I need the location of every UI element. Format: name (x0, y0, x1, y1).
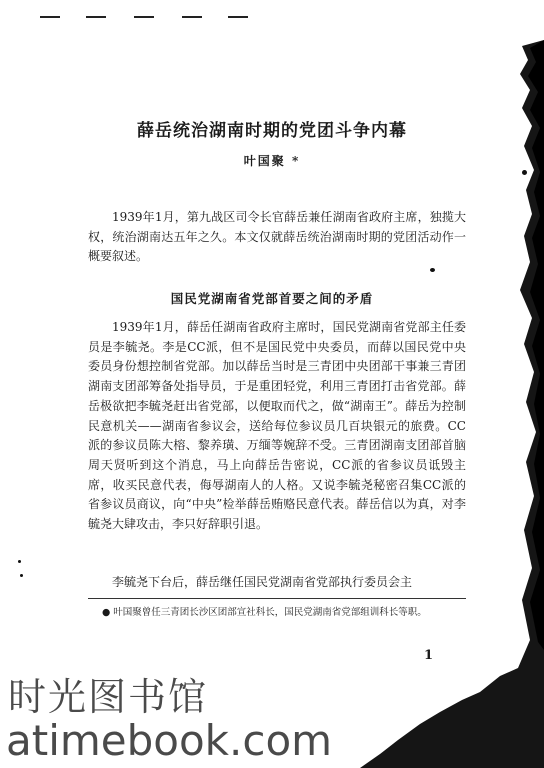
ink-blot (18, 560, 21, 563)
article-author: 叶国聚 * (243, 154, 301, 168)
body-paragraph: 李毓尧下台后，薛岳继任国民党湖南省党部执行委员会主 (112, 575, 413, 589)
page-number: 1 (424, 648, 434, 663)
footnote-rule (88, 598, 466, 599)
intro-paragraph: 1939年1月，第九战区司令长官薛岳兼任湖南省政府主席，独揽大权，统治湖南达五年之久。本文仅就薛岳统治湖南时期的党团活动作一概要叙述。 (88, 210, 466, 264)
watermark-chinese: 时光图书馆 (8, 675, 209, 719)
watermark (0, 664, 544, 768)
body-paragraph: 1939年1月，薛岳任湖南省政府主席时，国民党湖南省党部主任委员是李毓尧。李是CC派，但不是国民党中央委员，而薛以国民党中央委员身份想控制省党部。加以薛岳当时是三青团中央团部干事兼三青团湖南支团部筹备处指导员，于是重团轻党，利用三青团打击省党部。薛岳极欲把李毓尧赶出省党部，以便取而代之，做“湖南王”。薛岳为控制民意机关——湖南省参议会，送给每位参议员几百块银元的旅费。CC派的参议员陈大榕、黎养璜、万缅等婉辞不受。三青团湖南支团部首脑周天贤听到这个消息，马上向薛岳告密说，CC派的省参议员诋毁主席，收买民意代表，侮辱湖南人的人格。又说李毓尧秘密召集CC派的省参议员商议，向“中央”检举薛岳贿赂民意代表。薛岳信以为真，对李毓尧大肆攻击，李只好辞职引退。 (88, 320, 466, 532)
watermark-url: atimebook.com (6, 716, 333, 765)
footnote: ● 叶国聚曾任三青团长沙区团部宣社科长，国民党湖南省党部组训科长等职。 (102, 607, 427, 618)
ink-blot (20, 574, 23, 577)
section-heading: 国民党湖南省党部首要之间的矛盾 (170, 291, 374, 306)
article-title: 薛岳统治湖南时期的党团斗争内幕 (137, 121, 407, 141)
ink-blot (522, 170, 527, 175)
ink-blot (430, 268, 435, 272)
